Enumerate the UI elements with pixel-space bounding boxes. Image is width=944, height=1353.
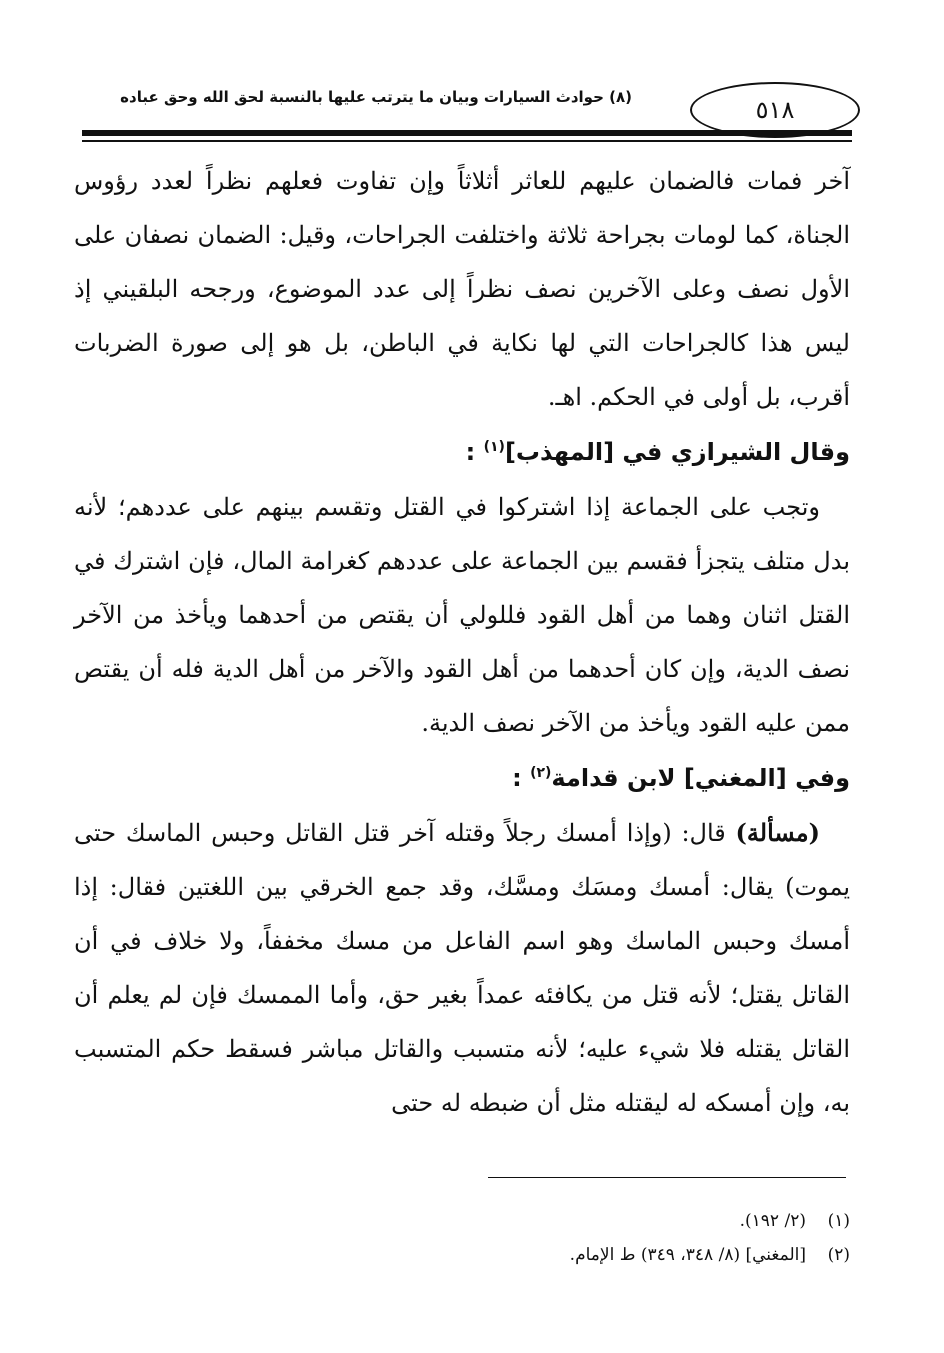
footnote-1 [300,1204,850,1238]
footnotes [300,1204,850,1272]
section-heading-muhadhdhab [74,424,850,480]
heading-colon: : [512,764,522,792]
heading-text: وقال الشيرازي في [المهذب] [504,438,850,466]
footnote-separator [488,1177,846,1178]
footnote-text: [المغني] (٨/ ٣٤٨، ٣٤٩) ط الإمام. [569,1245,806,1265]
footnote-text: (٢/ ١٩٢). [739,1211,806,1231]
page-number: ٥١٨ [690,82,860,138]
chapter-title: (٨) حوادث السيارات وبيان ما يترتب عليها بالنسبة لحق الله وحق عباده [120,88,632,106]
header-rule-thin [82,140,852,142]
paragraph-3 [74,806,850,1130]
section-heading-mughni [74,750,850,806]
footnote-ref-2: (٢) [530,765,552,781]
footnote-number: (١) [827,1211,850,1231]
footnote-ref-1: (١) [483,439,505,455]
footnote-2 [300,1238,850,1272]
masala-label: (مسألة) [735,818,821,847]
heading-colon: : [465,438,476,466]
main-text [74,154,850,1130]
paragraph-3-text: قال: (وإذا أمسك رجلاً وقتله آخر قتل القاتل وحبس الماسك حتى يموت) يقال: أمسك ومسَك ومسَّك، وقد جمع الخرقي بين اللغتين فقال: إذا أمسك وحبس الماسك وهو اسم الفاعل من مسك مخففاً، ولا خلاف في أن القاتل يقتل؛ لأنه قتل من يكافئه عمداً بغير حق، وأما الممسك فإن لم يعلم أن القاتل يقتله فلا شيء عليه؛ لأنه متسبب والقاتل مباشر فسقط حكم المتسبب به، وإن أمسكه له ليقتله مثل أن ضبطه له حتى [74,819,850,1117]
header-rule-thick [82,130,852,136]
heading-text: وفي [المغني] لابن قدامة [551,764,850,792]
footnote-number: (٢) [827,1245,850,1265]
paragraph-2: وتجب على الجماعة إذا اشتركوا في القتل وتقسم بينهم على عددهم؛ لأنه بدل متلف يتجزأ فقسم بين الجماعة على عددهم كغرامة المال، فإن اشترك في القتل اثنان وهما من أهل القود فللولي أن يقتص من أحدهما ويأخذ من الآخر نصف الدية، وإن كان أحدهما من أهل القود والآخر من أهل الدية فله أن يقتص ممن عليه القود ويأخذ من الآخر نصف الدية. [74,493,850,737]
paragraph-1: آخر فمات فالضمان عليهم للعاثر أثلاثاً وإن تفاوت فعلهم نظراً لعدد رؤوس الجناة، كما لومات بجراحة ثلاثة واختلفت الجراحات، وقيل: الضمان نصفان على الأول نصف وعلى الآخرين نصف نظراً إلى عدد الموضوع، ورجحه البلقيني إذ ليس هذا كالجراحات التي لها نكاية في الباطن، بل هو إلى صورة الضربات أقرب، بل أولى في الحكم. اهـ. [74,167,850,411]
